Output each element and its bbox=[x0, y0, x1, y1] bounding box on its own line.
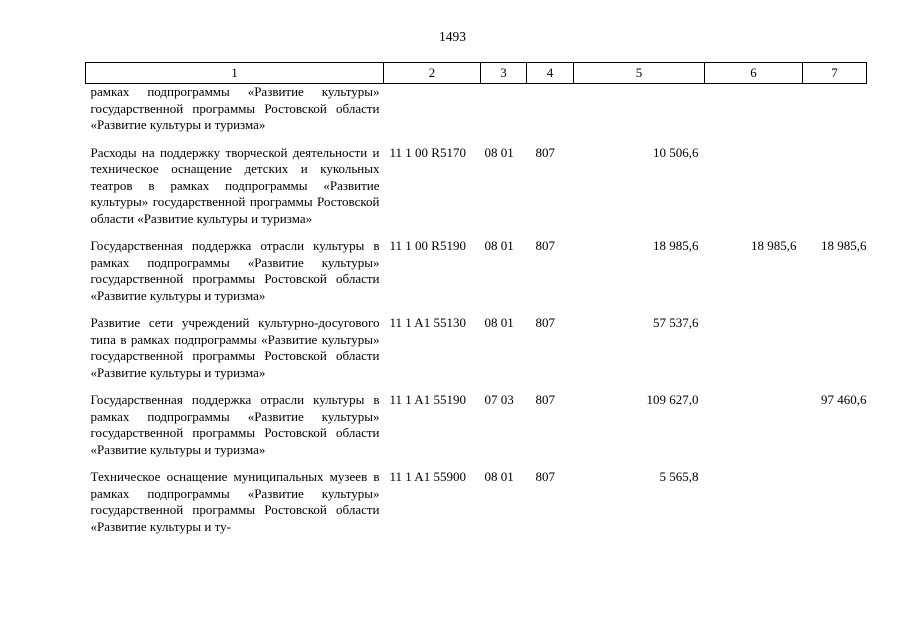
row-section: 08 01 bbox=[484, 238, 514, 253]
row-amount-7 bbox=[803, 315, 867, 392]
row-amount-6 bbox=[705, 469, 803, 535]
row-code: 11 1 A1 55900 bbox=[389, 469, 466, 484]
table-row bbox=[86, 238, 867, 315]
table-row bbox=[86, 315, 867, 392]
row-vr: 807 bbox=[535, 469, 555, 484]
row-amount-6: 18 985,6 bbox=[751, 238, 797, 253]
row-description: Развитие сети учреждений культурно-досугового типа в рамках подпрограммы «Развитие культуры» государственной программы Ростовской области «Развитие культуры и туризма» bbox=[90, 315, 380, 380]
row-description: Государственная поддержка отрасли культуры в рамках подпрограммы «Развитие культуры» государственной программы Ростовской области «Развитие культуры и туризма» bbox=[90, 392, 380, 457]
row-vr bbox=[527, 84, 574, 145]
row-amount-5: 57 537,6 bbox=[653, 315, 699, 330]
header-col-3: 3 bbox=[481, 63, 527, 84]
header-col-7: 7 bbox=[803, 63, 867, 84]
row-code: 11 1 A1 55130 bbox=[389, 315, 466, 330]
row-amount-5: 5 565,8 bbox=[659, 469, 699, 484]
row-amount-7 bbox=[803, 145, 867, 239]
row-amount-7 bbox=[803, 469, 867, 535]
header-col-4: 4 bbox=[527, 63, 574, 84]
row-vr: 807 bbox=[535, 392, 555, 407]
row-amount-5: 109 627,0 bbox=[646, 392, 699, 407]
row-amount-5 bbox=[574, 84, 705, 145]
row-section: 07 03 bbox=[484, 392, 514, 407]
table-row bbox=[86, 84, 867, 145]
row-section: 08 01 bbox=[484, 315, 514, 330]
row-code: 11 1 00 R5190 bbox=[389, 238, 466, 253]
row-amount-6 bbox=[705, 392, 803, 469]
table-row bbox=[86, 392, 867, 469]
row-amount-6 bbox=[705, 145, 803, 239]
row-amount-6 bbox=[705, 84, 803, 145]
row-amount-6 bbox=[705, 315, 803, 392]
row-description: Расходы на поддержку творческой деятельности и техническое оснащение детских и кукольных театров в рамках подпрограммы «Развитие культуры» государственной программы Ростовской области «Развитие культуры и туризма» bbox=[90, 144, 380, 226]
row-amount-7 bbox=[803, 84, 867, 145]
row-amount-5: 10 506,6 bbox=[653, 144, 699, 160]
header-row bbox=[86, 63, 867, 84]
header-col-2: 2 bbox=[384, 63, 481, 84]
row-code bbox=[384, 84, 481, 145]
row-description: рамках подпрограммы «Развитие культуры» государственной программы Ростовской области «Развитие культуры и туризма» bbox=[90, 84, 380, 132]
row-amount-7: 97 460,6 bbox=[821, 392, 867, 407]
row-section: 08 01 bbox=[484, 144, 514, 160]
page-number: 1493 bbox=[439, 29, 466, 44]
row-section bbox=[481, 84, 527, 145]
header-col-1: 1 bbox=[86, 63, 384, 84]
row-vr: 807 bbox=[535, 144, 555, 160]
row-section: 08 01 bbox=[484, 469, 514, 484]
row-code: 11 1 A1 55190 bbox=[389, 392, 466, 407]
row-vr: 807 bbox=[535, 238, 555, 253]
row-code: 11 1 00 R5170 bbox=[389, 144, 466, 160]
table-row bbox=[86, 145, 867, 239]
row-amount-7: 18 985,6 bbox=[821, 238, 867, 253]
header-col-5: 5 bbox=[574, 63, 705, 84]
header-col-6: 6 bbox=[705, 63, 803, 84]
budget-table bbox=[85, 62, 867, 535]
row-vr: 807 bbox=[535, 315, 555, 330]
table-row bbox=[86, 469, 867, 535]
row-amount-5: 18 985,6 bbox=[653, 238, 699, 253]
row-description: Государственная поддержка отрасли культуры в рамках подпрограммы «Развитие культуры» государственной программы Ростовской области «Развитие культуры и туризма» bbox=[90, 238, 380, 303]
row-description: Техническое оснащение муниципальных музеев в рамках подпрограммы «Развитие культуры» государственной программы Ростовской области «Развитие культуры и ту- bbox=[90, 469, 380, 534]
